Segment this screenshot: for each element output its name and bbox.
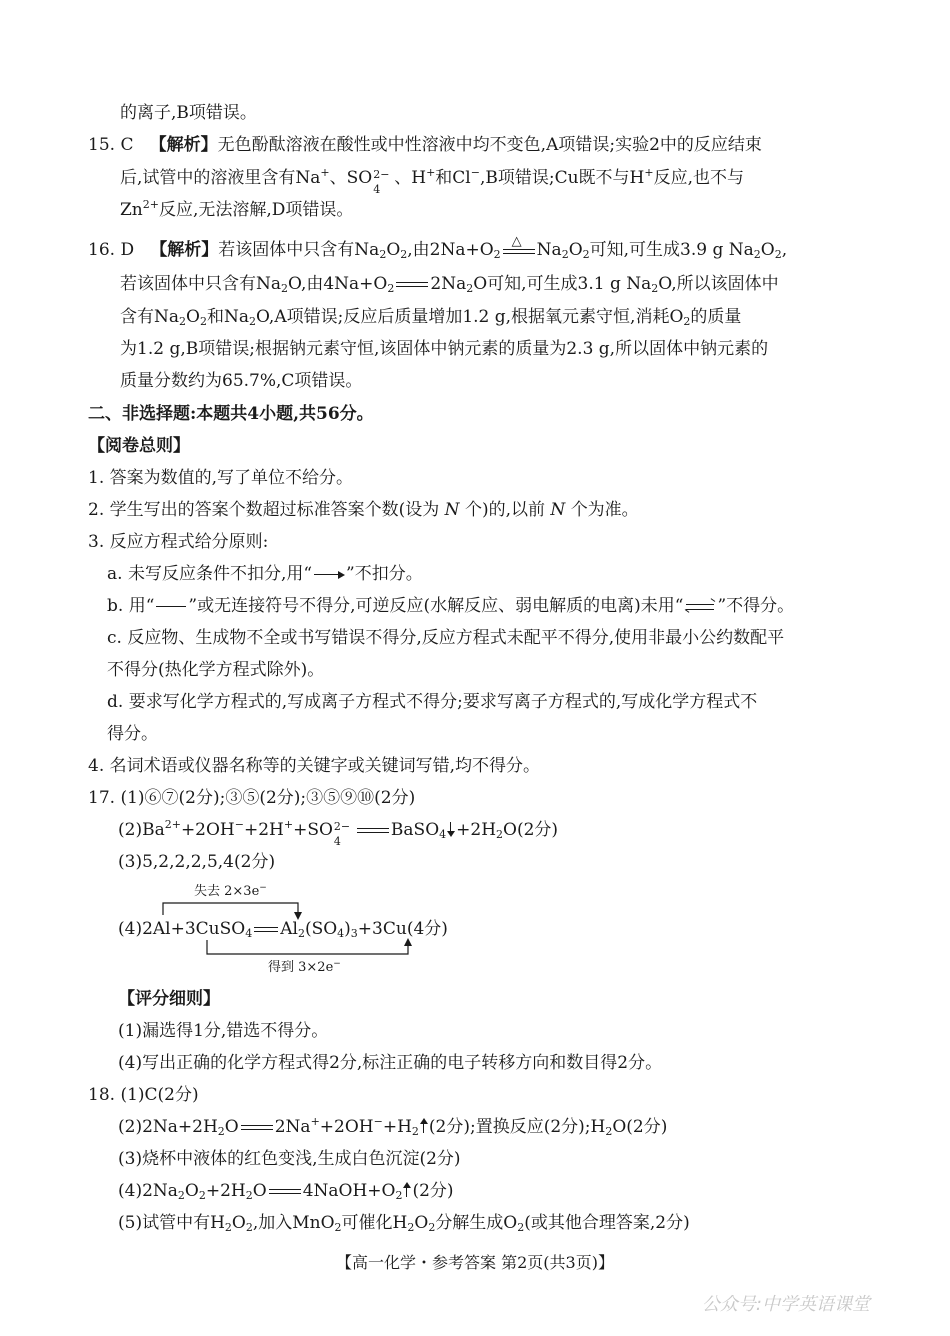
text-line: 的离子,B项错误。 xyxy=(120,103,257,123)
q15-line-3: $Zn^{2+}$反应,无法溶解,D项错误。 xyxy=(120,198,354,220)
q16-line-4: 为1.2 g,B项错误;根据钠元素守恒,该固体中钠元素的质量为2.3 g,所以固体中钠元素的 xyxy=(120,339,769,359)
q18-line-1: 18. (1)C(2分) xyxy=(88,1085,199,1105)
q18-line-3: (3)烧杯中液体的红色变浅,生成白色沉淀(2分) xyxy=(118,1149,461,1169)
marking-rules-heading: 【阅卷总则】 xyxy=(88,436,190,456)
q15-line-1: 15. C 【解析】无色酚酞溶液在酸性或中性溶液中均不变色,A项错误;实验2中的反应结束 xyxy=(88,135,762,155)
rule-3: 3. 反应方程式给分原则: xyxy=(88,532,269,552)
rule-3a: a. 未写反应条件不扣分,用“ ”不扣分。 xyxy=(107,564,423,584)
gain-electron-bracket xyxy=(207,940,408,954)
page-footer: 【高一化学・参考答案 第2页(共3页)】 xyxy=(336,1253,614,1272)
rule-3c-1: c. 反应物、生成物不全或书写错误不得分,反应方程式未配平不得分,使用非最小公约数配平 xyxy=(107,628,785,648)
arrow-symbol xyxy=(312,570,346,580)
q16-line-5: 质量分数约为65.7%,C项错误。 xyxy=(120,371,363,391)
scoring-details-heading: 【评分细则】 xyxy=(118,989,220,1009)
q18-line-2: $(2)2Na+2H_2O$ $2Na^++2OH^-+H_2$ (2分);置换反应(2分)$;H_2O(2$分) xyxy=(118,1115,668,1138)
q16-line-3: 含有$Na_2O_2$和$Na_2O,A$项错误;反应后质量增加1.2 g,根据氧元素守恒,消耗$O_2$的质量 xyxy=(120,307,742,328)
q16-line-1: 16. D 【解析】若该固体中只含有$Na_2O_2$,由$2Na+O_2$ △ $Na_2O_2$可知,可生成3.9 g $Na_2O_2$, xyxy=(88,233,788,261)
rule-1: 1. 答案为数值的,写了单位不给分。 xyxy=(88,468,354,488)
q17-line-3: (3)5,2,2,2,5,4(2分) xyxy=(118,852,276,872)
equal-sign xyxy=(252,923,280,937)
lose-electron-bracket xyxy=(163,903,298,915)
equal-sign xyxy=(239,1121,275,1135)
equal-sign xyxy=(355,824,391,838)
rule-2: 2. 学生写出的答案个数超过标准答案个数(设为 N 个)的,以前 N 个为准。 xyxy=(88,500,639,520)
q18-line-4: $(4)2Na_2O_2+2H_2O$ $4NaOH+O_2$ (2分) xyxy=(118,1181,454,1202)
rule-3b: b. 用“ ”或无连接符号不得分,可逆反应(水解反应、弱电解质的电离)未用“ ”不得分。 xyxy=(107,596,795,616)
q18-line-5: (5)试管中有$H_2O_2$,加入MnO$_2$可催化$H_2O_2$分解生成$O_2$(或其他合理答案,2分) xyxy=(118,1213,690,1234)
rule-3c-2: 不得分(热化学方程式除外)。 xyxy=(107,660,325,680)
line-symbol xyxy=(154,602,188,612)
q15-line-2: 后,试管中的溶液里含有Na+、SO 2− 4 、H+和Cl−,B项错误;Cu既不与H+反应,也不与 xyxy=(120,166,744,196)
scoring-detail-2: (4)写出正确的化学方程式得2分,标注正确的电子转移方向和数目得2分。 xyxy=(118,1053,663,1073)
reversible-arrow-symbol xyxy=(683,601,717,613)
gain-electron-label: 得到 3×2e− xyxy=(268,959,341,975)
rule-4: 4. 名词术语或仪器名称等的关键字或关键词写错,均不得分。 xyxy=(88,756,541,776)
q17-line-4: (4)2Al+3CuSO$_4$ $Al_2(SO_4)_3+3Cu(4$分) xyxy=(118,919,448,940)
q17-line-2: $(2)Ba^{2+}+2OH^-+2H^++SO$ 2− 4 BaSO$_4$ $+2H_2O(2$分) xyxy=(118,818,559,848)
equal-sign xyxy=(394,278,430,292)
section-heading: 二、非选择题:本题共4小题,共56分。 xyxy=(88,404,374,424)
lose-electron-label: 失去 2×3e− xyxy=(194,883,267,899)
gas-arrow xyxy=(402,1182,412,1198)
rule-3d-2: 得分。 xyxy=(107,724,158,744)
precipitate-arrow xyxy=(446,821,456,837)
watermark: 公众号:中学英语课堂 xyxy=(701,1294,870,1315)
gas-arrow xyxy=(419,1118,429,1134)
scoring-detail-1: (1)漏选得1分,错选不得分。 xyxy=(118,1021,329,1041)
q16-line-2: 若该固体中只含有$Na_2O$,由$4Na+O_2$ $2Na_2O$可知,可生成3.1 g $Na_2O$,所以该固体中 xyxy=(120,274,779,295)
equal-sign xyxy=(267,1185,303,1199)
rule-3d-1: d. 要求写化学方程式的,写成离子方程式不得分;要求写离子方程式的,写成化学方程式不 xyxy=(107,692,758,712)
heat-equal-sign: △ xyxy=(501,244,537,258)
q17-line-1: 17. (1)⑥⑦(2分);③⑤(2分);③⑤⑨⑩(2分) xyxy=(88,788,416,808)
